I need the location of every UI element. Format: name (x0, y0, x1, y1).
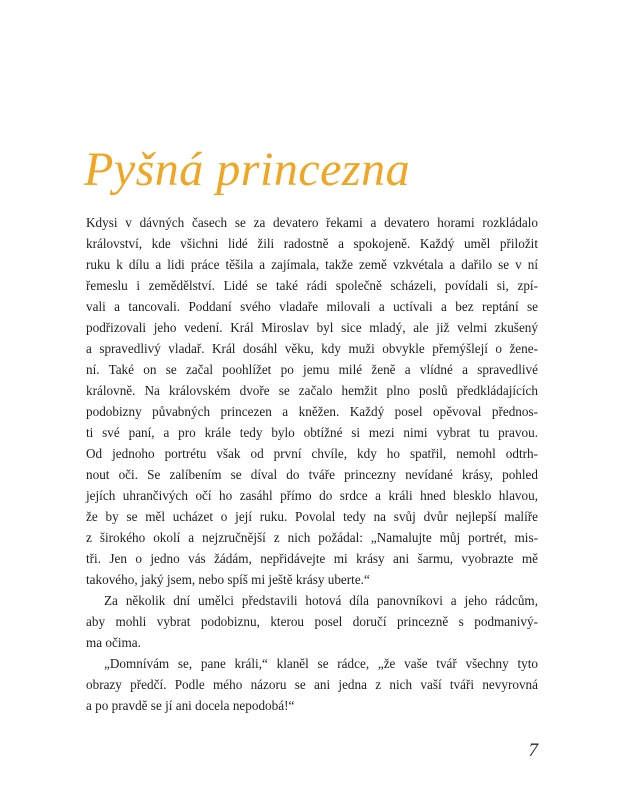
text-line: královně. Na královském dvoře se začalo hemžit plno poslů předkládajících (86, 383, 538, 398)
text-line: řemeslu i zemědělství. Lidé se také rádi společně scházeli, povídali si, zpí- (86, 278, 538, 293)
text-line: „Domnívám se, pane králi,“ klaněl se rádce, „že vaše tvář všechny tyto (104, 656, 538, 671)
text-line: z širokého okolí a nejzručnější z nich požádal: „Namalujte můj portrét, mis- (86, 530, 538, 545)
text-line: vali a tancovali. Poddaní svého vladaře milovali a uctívali a bez reptání se (86, 299, 538, 314)
text-line: takového, jaký jsem, nebo spíš mi ještě krásy uberte.“ (86, 572, 370, 587)
text-line: a spravedlivý vladař. Král dosáhl věku, kdy muži obvykle přemýšlejí o žene- (86, 341, 538, 356)
text-line: aby mohli vybrat podobiznu, kterou posel doručí princezně s podmanivý- (86, 614, 538, 629)
text-line: že by se měl ucházet o její ruku. Povolal tedy na svůj dvůr nejlepší malíře (86, 509, 538, 524)
text-line: Za několik dní umělci představili hotová díla panovníkovi a jeho rádcům, (104, 593, 538, 608)
text-line: podobizny půvabných princezen a kněžen. Každý posel opěvoval přednos- (86, 404, 538, 419)
text-line: a po pravdě se jí ani docela nepodobá!“ (86, 698, 295, 713)
page-number: 7 (528, 740, 538, 761)
text-line: ma očima. (86, 635, 141, 650)
text-line: podřizovali jeho vedení. Král Miroslav byl sice mladý, ale již velmi zkušený (86, 320, 538, 335)
text-line: nout oči. Se zalíbením se díval do tváře princezny nevídané krásy, pohled (86, 467, 538, 482)
chapter-title: Pyšná princezna (84, 143, 411, 197)
text-line: Kdysi v dávných časech se za devatero řekami a devatero horami rozkládalo (86, 215, 538, 230)
text-line: ruku k dílu a lidi práce těšila a zajímala, takže země vzkvétala a dařilo se v ní (86, 257, 538, 272)
text-line: tři. Jen o jedno vás žádám, nepřidávejte mi krásy ani šarmu, vyobrazte mě (86, 551, 538, 566)
text-line: Od jednoho portrétu však od první chvíle, kdy ho spatřil, nemohl odtrh- (86, 446, 538, 461)
text-line: jejích uhrančivých očí ho zasáhl přímo do srdce a králi hned blesklo hlavou, (86, 488, 538, 503)
body-text (86, 212, 538, 716)
text-line: ní. Také on se začal poohlížet po jemu milé ženě a vlídné a spravedlivé (86, 362, 538, 377)
text-line: ti své paní, a pro krále tedy bylo obtížné si mezi nimi vybrat tu pravou. (86, 425, 538, 440)
text-line: království, kde všichni lidé žili radostně a spokojeně. Každý uměl přiložit (86, 236, 538, 251)
text-line: obrazy předčí. Podle mého názoru se ani jedna z nich vaší tváři nevyrovná (86, 677, 538, 692)
